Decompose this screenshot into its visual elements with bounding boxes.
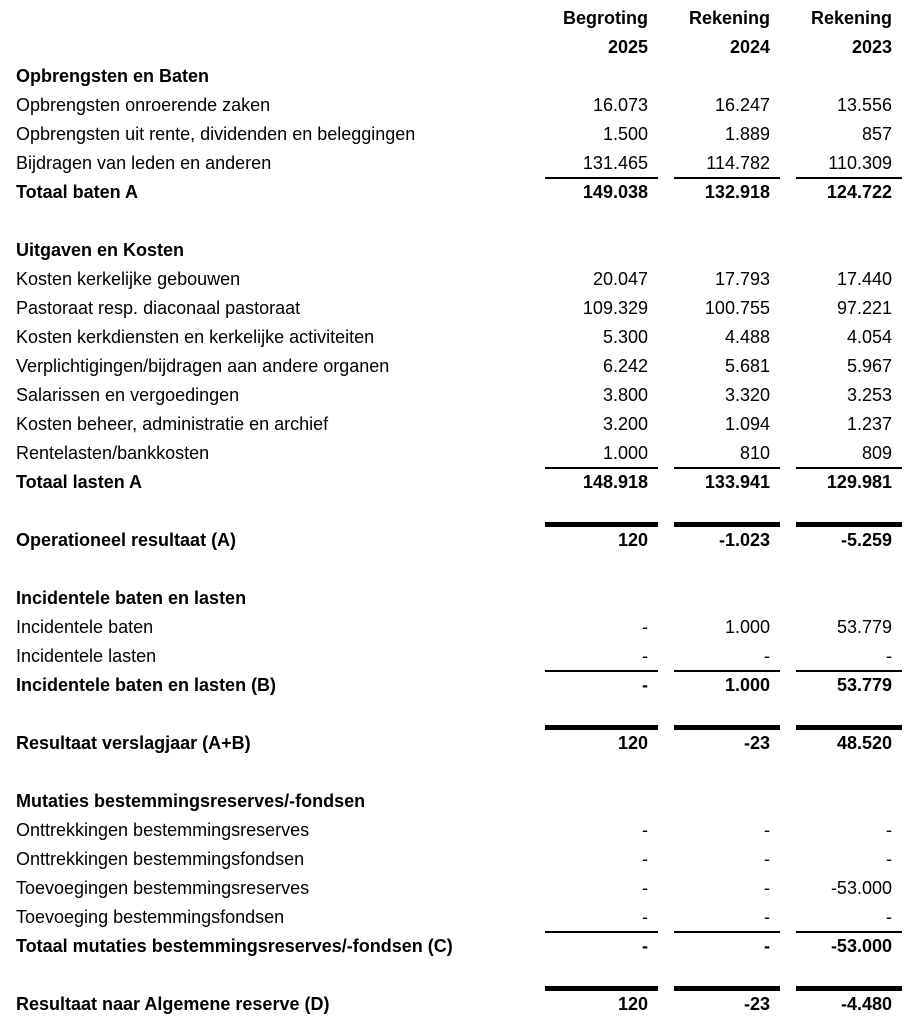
cell-value-col3: 4.054 <box>846 327 892 347</box>
table-row <box>0 62 913 91</box>
row-label: Onttrekkingen bestemmingsfondsen <box>16 849 305 869</box>
cell-value-col1: 120 <box>617 994 648 1014</box>
row-label: Incidentele baten <box>16 617 154 637</box>
cell-value-col3: 53.779 <box>836 675 892 695</box>
cell-value-col3: -53.000 <box>830 936 892 956</box>
cell-value-col2: 3.320 <box>724 385 770 405</box>
cell-value-col1: 149.038 <box>582 182 648 202</box>
row-label: Bijdragen van leden en anderen <box>16 153 272 173</box>
cell-value-col3: 17.440 <box>836 269 892 289</box>
row-label: Toevoeging bestemmingsfondsen <box>16 907 285 927</box>
row-label: Pastoraat resp. diaconaal pastoraat <box>16 298 301 318</box>
header-col2-line1: Rekening <box>688 8 770 28</box>
cell-value-col1: - <box>642 878 648 898</box>
cell-value-col1: 1.000 <box>602 443 648 463</box>
row-label: Opbrengsten onroerende zaken <box>16 95 271 115</box>
cell-value-col2: - <box>764 849 770 869</box>
table-row <box>0 352 913 381</box>
cell-value-col1: 5.300 <box>602 327 648 347</box>
cell-value-col3: 809 <box>861 443 892 463</box>
cell-value-col3: 5.967 <box>846 356 892 376</box>
cell-value-col2: - <box>764 646 770 666</box>
table-row <box>0 729 913 758</box>
cell-value-col1: - <box>642 646 648 666</box>
cell-value-col2: 1.889 <box>724 124 770 144</box>
cell-value-col3: 97.221 <box>836 298 892 318</box>
cell-value-col1: - <box>642 617 648 637</box>
spacer-row <box>0 758 913 787</box>
cell-value-col1: - <box>642 675 648 695</box>
cell-value-col2: 17.793 <box>714 269 770 289</box>
cell-value-col1: 131.465 <box>582 153 648 173</box>
table-row <box>0 584 913 613</box>
cell-value-col3: 124.722 <box>826 182 892 202</box>
cell-value-col1: 120 <box>617 530 648 550</box>
table-row <box>0 526 913 555</box>
cell-value-col1: 3.800 <box>602 385 648 405</box>
table-row <box>0 787 913 816</box>
cell-value-col2: 16.247 <box>714 95 770 115</box>
row-label: Kosten kerkelijke gebouwen <box>16 269 241 289</box>
cell-value-col2: 133.941 <box>704 472 770 492</box>
table-row <box>0 642 913 671</box>
row-heading: Operationeel resultaat (A) <box>16 530 237 550</box>
table-row <box>0 990 913 1019</box>
cell-value-col3: - <box>886 907 892 927</box>
cell-value-col1: - <box>642 936 648 956</box>
table-row <box>0 294 913 323</box>
cell-value-col2: 810 <box>739 443 770 463</box>
row-heading: Uitgaven en Kosten <box>16 240 185 260</box>
row-heading: Resultaat naar Algemene reserve (D) <box>16 994 330 1014</box>
cell-value-col2: -23 <box>743 994 770 1014</box>
row-heading: Resultaat verslagjaar (A+B) <box>16 733 251 753</box>
cell-value-col1: 109.329 <box>582 298 648 318</box>
row-label: Verplichtigingen/bijdragen aan andere organen <box>16 356 390 376</box>
table-row <box>0 932 913 961</box>
row-heading: Totaal mutaties bestemmingsreserves/-fondsen (C) <box>16 936 453 956</box>
cell-value-col3: 13.556 <box>836 95 892 115</box>
cell-value-col3: 1.237 <box>846 414 892 434</box>
header-col3-line1: Rekening <box>810 8 892 28</box>
row-heading: Totaal baten A <box>16 182 139 202</box>
cell-value-col2: 1.000 <box>724 675 770 695</box>
spacer-row <box>0 555 913 584</box>
cell-value-col2: 4.488 <box>724 327 770 347</box>
cell-value-col2: - <box>764 907 770 927</box>
table-row <box>0 91 913 120</box>
cell-value-col2: 100.755 <box>704 298 770 318</box>
spacer-row <box>0 207 913 236</box>
table-row <box>0 120 913 149</box>
table-row <box>0 816 913 845</box>
table-row <box>0 178 913 207</box>
table-row <box>0 613 913 642</box>
cell-value-col3: - <box>886 849 892 869</box>
row-label: Kosten kerkdiensten en kerkelijke activiteiten <box>16 327 375 347</box>
header-col1-line1: Begroting <box>563 8 648 28</box>
table-row <box>0 468 913 497</box>
header-col1-line2: 2025 <box>607 37 648 57</box>
cell-value-col3: - <box>886 820 892 840</box>
cell-value-col3: 857 <box>861 124 892 144</box>
cell-value-col1: 6.242 <box>602 356 648 376</box>
cell-value-col1: 3.200 <box>602 414 648 434</box>
row-label: Opbrengsten uit rente, dividenden en beleggingen <box>16 124 416 144</box>
cell-value-col3: 3.253 <box>846 385 892 405</box>
table-row <box>0 265 913 294</box>
row-label: Toevoegingen bestemmingsreserves <box>16 878 310 898</box>
cell-value-col1: 16.073 <box>592 95 648 115</box>
table-row <box>0 236 913 265</box>
table-row <box>0 845 913 874</box>
cell-value-col1: 148.918 <box>582 472 648 492</box>
cell-value-col2: -1.023 <box>718 530 770 550</box>
cell-value-col2: 1.000 <box>724 617 770 637</box>
cell-value-col3: - <box>886 646 892 666</box>
table-row <box>0 874 913 903</box>
cell-value-col2: 1.094 <box>724 414 770 434</box>
cell-value-col2: -23 <box>743 733 770 753</box>
cell-value-col1: 20.047 <box>592 269 648 289</box>
row-heading: Incidentele baten en lasten (B) <box>16 675 277 695</box>
cell-value-col2: 132.918 <box>704 182 770 202</box>
cell-value-col2: - <box>764 878 770 898</box>
row-label: Salarissen en vergoedingen <box>16 385 240 405</box>
table-row <box>0 323 913 352</box>
cell-value-col3: -5.259 <box>840 530 892 550</box>
cell-value-col1: - <box>642 849 648 869</box>
cell-value-col1: 1.500 <box>602 124 648 144</box>
row-label: Kosten beheer, administratie en archief <box>16 414 329 434</box>
row-heading: Mutaties bestemmingsreserves/-fondsen <box>16 791 366 811</box>
cell-value-col2: 5.681 <box>724 356 770 376</box>
cell-value-col3: 129.981 <box>826 472 892 492</box>
table-row <box>0 903 913 932</box>
cell-value-col1: - <box>642 907 648 927</box>
cell-value-col3: -4.480 <box>840 994 892 1014</box>
row-label: Rentelasten/bankkosten <box>16 443 210 463</box>
header-col3-line2: 2023 <box>851 37 892 57</box>
cell-value-col2: - <box>764 936 770 956</box>
cell-value-col1: 120 <box>617 733 648 753</box>
header-col2-line2: 2024 <box>729 37 770 57</box>
row-heading: Totaal lasten A <box>16 472 143 492</box>
row-label: Incidentele lasten <box>16 646 157 666</box>
row-heading: Incidentele baten en lasten <box>16 588 247 608</box>
cell-value-col3: -53.000 <box>830 878 892 898</box>
row-heading: Opbrengsten en Baten <box>16 66 210 86</box>
cell-value-col2: - <box>764 820 770 840</box>
table-row <box>0 671 913 700</box>
table-row <box>0 149 913 178</box>
table-row <box>0 410 913 439</box>
cell-value-col1: - <box>642 820 648 840</box>
row-label: Onttrekkingen bestemmingsreserves <box>16 820 310 840</box>
cell-value-col3: 110.309 <box>828 153 892 173</box>
cell-value-col3: 48.520 <box>836 733 892 753</box>
table-row <box>0 381 913 410</box>
table-row <box>0 439 913 468</box>
cell-value-col3: 53.779 <box>836 617 892 637</box>
cell-value-col2: 114.782 <box>706 153 770 173</box>
